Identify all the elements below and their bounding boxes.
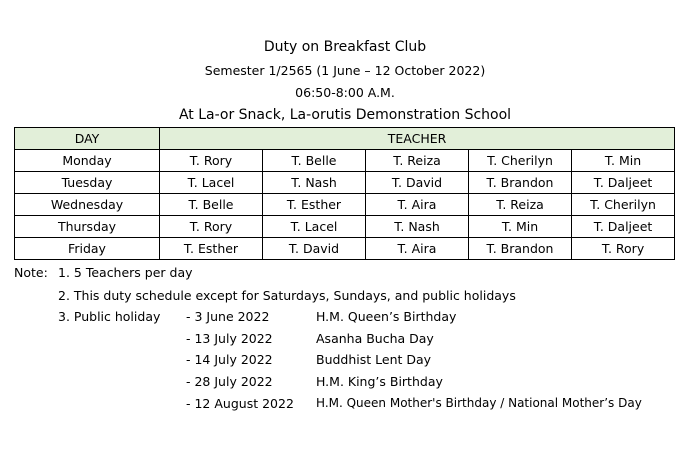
teacher-cell: T. Rory xyxy=(160,216,263,238)
teacher-cell: T. Esther xyxy=(263,194,366,216)
holiday-name: H.M. Queen’s Birthday xyxy=(316,309,457,324)
table-row xyxy=(15,216,675,238)
note-item: 1. 5 Teachers per day xyxy=(58,265,193,280)
teacher-cell: T. Reiza xyxy=(469,194,572,216)
note-item: 2. This duty schedule except for Saturdays, Sundays, and public holidays xyxy=(58,288,516,303)
teacher-cell: T. Min xyxy=(469,216,572,238)
day-cell: Friday xyxy=(15,238,160,260)
teacher-cell: T. Belle xyxy=(263,150,366,172)
holiday-date: - 13 July 2022 xyxy=(186,331,273,346)
teacher-cell: T. Rory xyxy=(160,150,263,172)
semester-line: Semester 1/2565 (1 June – 12 October 2022) xyxy=(204,63,486,78)
table-row xyxy=(15,238,675,260)
day-cell: Tuesday xyxy=(15,172,160,194)
table-header-row xyxy=(15,128,675,150)
teacher-cell: T. Lacel xyxy=(160,172,263,194)
holiday-name: Asanha Bucha Day xyxy=(316,331,434,346)
holiday-date: - 12 August 2022 xyxy=(186,396,294,411)
teacher-cell: T. Esther xyxy=(160,238,263,260)
teacher-cell: T. Rory xyxy=(572,238,675,260)
teacher-cell: T. Min xyxy=(572,150,675,172)
doc-title: Duty on Breakfast Club xyxy=(263,39,427,55)
teacher-cell: T. Aira xyxy=(366,238,469,260)
note-item: 3. Public holiday xyxy=(58,309,161,324)
teacher-cell: T. David xyxy=(263,238,366,260)
teacher-cell: T. Reiza xyxy=(366,150,469,172)
day-column-header: DAY xyxy=(15,128,160,150)
teacher-cell: T. Brandon xyxy=(469,172,572,194)
location-line: At La-or Snack, La-orutis Demonstration School xyxy=(178,107,512,123)
teacher-cell: T. Belle xyxy=(160,194,263,216)
teacher-cell: T. Nash xyxy=(263,172,366,194)
holiday-date: - 3 June 2022 xyxy=(186,309,270,324)
time-line: 06:50-8:00 A.M. xyxy=(295,85,395,100)
teacher-cell: T. Daljeet xyxy=(572,216,675,238)
teacher-cell: T. David xyxy=(366,172,469,194)
table-row xyxy=(15,172,675,194)
day-cell: Monday xyxy=(15,150,160,172)
teacher-cell: T. Cherilyn xyxy=(469,150,572,172)
teacher-cell: T. Aira xyxy=(366,194,469,216)
table-row xyxy=(15,194,675,216)
teacher-cell: T. Brandon xyxy=(469,238,572,260)
teacher-column-header: TEACHER xyxy=(160,128,675,150)
holiday-name: H.M. King’s Birthday xyxy=(316,374,443,389)
table-row xyxy=(15,150,675,172)
holiday-date: - 28 July 2022 xyxy=(186,374,273,389)
day-cell: Thursday xyxy=(15,216,160,238)
holiday-name: H.M. Queen Mother's Birthday / National Mother’s Day xyxy=(316,396,642,410)
teacher-cell: T. Lacel xyxy=(263,216,366,238)
teacher-cell: T. Cherilyn xyxy=(572,194,675,216)
holiday-name: Buddhist Lent Day xyxy=(316,352,432,367)
day-cell: Wednesday xyxy=(15,194,160,216)
note-label: Note: xyxy=(14,265,48,280)
teacher-cell: T. Daljeet xyxy=(572,172,675,194)
holiday-date: - 14 July 2022 xyxy=(186,352,273,367)
teacher-cell: T. Nash xyxy=(366,216,469,238)
duty-table xyxy=(14,127,675,260)
